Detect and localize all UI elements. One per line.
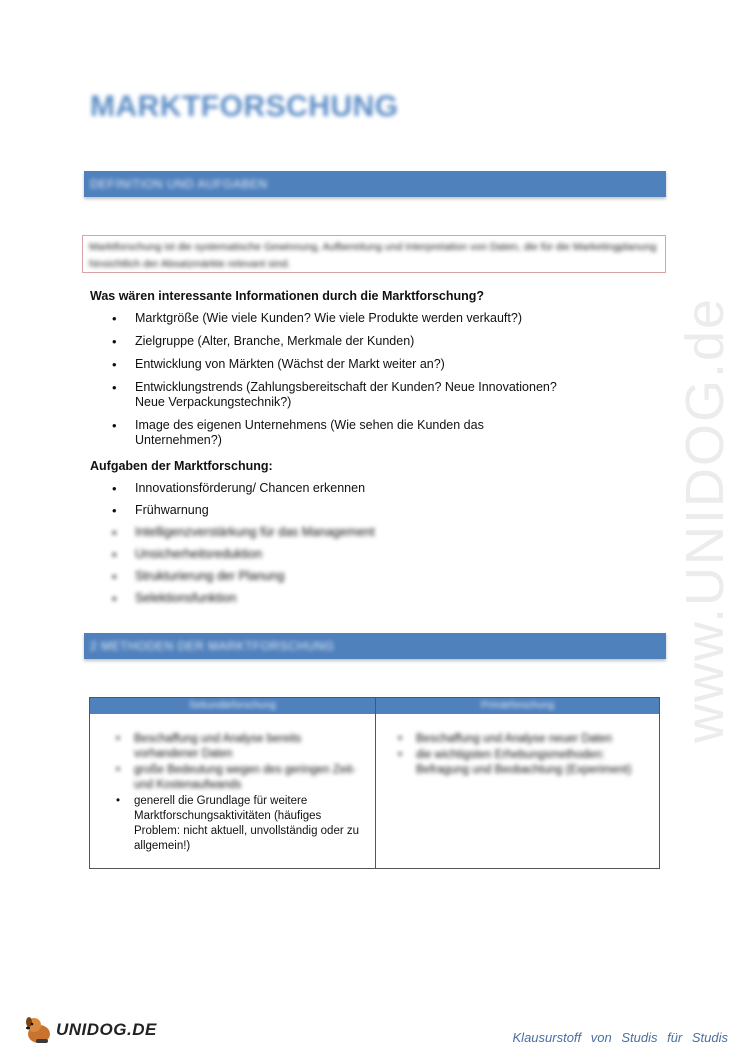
list-item: • große Bedeutung wegen des geringen Zeit- und Kostenaufwands — [106, 763, 366, 793]
secondary-research-list — [106, 732, 366, 855]
list-item: • Entwicklungstrends (Zahlungsbereitschaft der Kunden? Neue Innovationen? Neue Verpackungstechnik?) — [90, 380, 560, 410]
list-item: • Strukturierung der Planung — [90, 569, 560, 584]
unidog-logo — [22, 1012, 162, 1046]
table-header-secondary — [90, 698, 375, 714]
table-header-primary — [376, 698, 659, 714]
list-item: • Beschaffung und Analyse bereits vorhandener Daten — [106, 732, 366, 762]
list-item: • Intelligenzverstärkung für das Management — [90, 525, 560, 540]
watermark: www.UNIDOG.de — [675, 296, 735, 744]
section-header-label: DEFINITION UND AUFGABEN — [90, 177, 268, 191]
column-divider — [375, 698, 376, 868]
primary-research-list — [388, 732, 656, 779]
list-item: • Innovationsförderung/ Chancen erkennen — [90, 481, 560, 496]
table-header-label: Sekundärforschung — [189, 700, 276, 711]
list-item: • Selektionsfunktion — [90, 591, 560, 606]
methods-table — [89, 697, 660, 869]
questions-heading: Was wären interessante Informationen durch die Marktforschung? — [90, 289, 485, 303]
table-header-label: Primärforschung — [480, 700, 555, 711]
list-item: • Unsicherheitsreduktion — [90, 547, 560, 562]
tasks-list — [90, 481, 560, 613]
list-item: • Beschaffung und Analyse neuer Daten — [388, 732, 656, 747]
list-item: • die wichtigsten Erhebungsmethoden: Befragung und Beobachtung (Experiment) — [388, 748, 656, 778]
list-item: • Entwicklung von Märkten (Wächst der Markt weiter an?) — [90, 357, 560, 372]
section-header-label: 2 METHODEN DER MARKTFORSCHUNG — [90, 639, 335, 653]
dog-icon — [22, 1012, 56, 1046]
definition-box — [82, 235, 666, 273]
list-item: • generell die Grundlage für weitere Marktforschungsaktivitäten (häufiges Problem: nicht aktuell, unvollständig oder zu allgemein!) — [106, 794, 366, 854]
list-item: • Zielgruppe (Alter, Branche, Merkmale der Kunden) — [90, 334, 560, 349]
tasks-heading: Aufgaben der Marktforschung: — [90, 459, 273, 473]
definition-text: Marktforschung ist die systematische Gewinnung, Aufbereitung und Interpretation von Daten, die für die Marketingplanung hinsichtlich der Absatzmärkte relevant sind. — [89, 241, 657, 270]
section-header-definition — [84, 171, 666, 197]
section-header-methods — [84, 633, 666, 659]
questions-list — [90, 311, 560, 456]
logo-text: UNIDOG.DE — [56, 1020, 157, 1039]
page-title: MARKTFORSCHUNG — [90, 90, 399, 123]
footer-tagline: Klausurstoff von Studis für Studis — [512, 1030, 728, 1045]
list-item: • Image des eigenen Unternehmens (Wie sehen die Kunden das Unternehmen?) — [90, 418, 560, 448]
list-item: • Frühwarnung — [90, 503, 560, 518]
list-item: • Marktgröße (Wie viele Kunden? Wie viele Produkte werden verkauft?) — [90, 311, 560, 326]
